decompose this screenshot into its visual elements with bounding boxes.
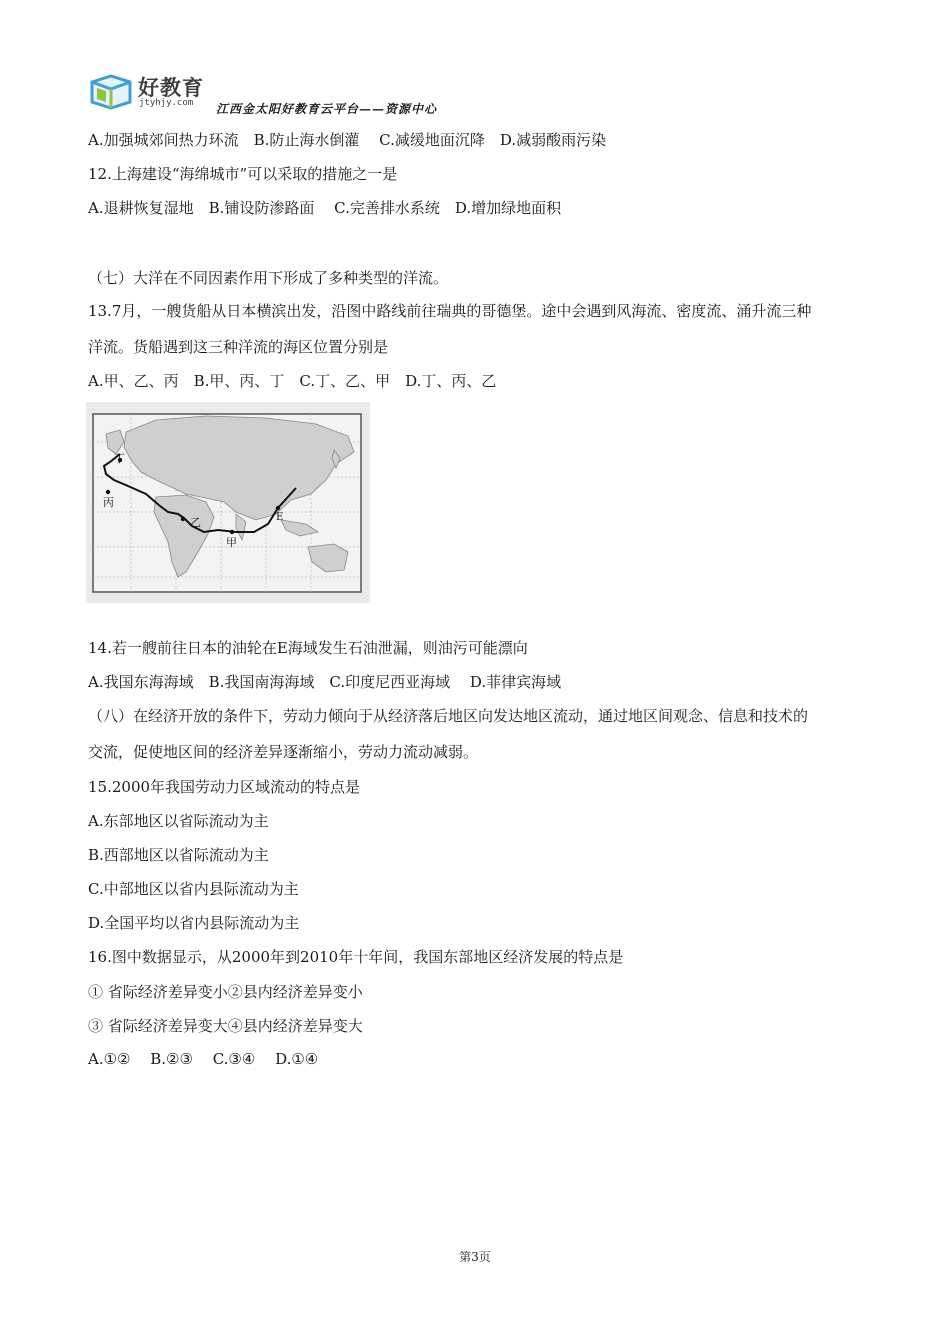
q13-stem-line-2: 洋流。货船遇到这三种洋流的海区位置分别是 [88,338,389,356]
map-label-e: E [276,512,284,523]
q14-options: A.我国东海海域 B.我国南海海域 C.印度尼西亚海域 D.菲律宾海域 [88,673,562,691]
section-7-intro: （七）大洋在不同因素作用下形成了多种类型的洋流。 [88,269,449,287]
map-label-ding: 丁 [114,452,125,465]
section-8-intro-line-2: 交流，促使地区间的经济差异逐渐缩小，劳动力流动减弱。 [88,743,479,761]
world-map-graphic [86,402,370,603]
map-label-yi: 乙 [190,516,201,529]
q14-stem: 14.若一艘前往日本的油轮在E海域发生石油泄漏，则油污可能漂向 [88,639,528,657]
section-8-intro-line-1: （八）在经济开放的条件下，劳动力倾向于从经济落后地区向发达地区流动，通过地区间观念、信息和技术的 [88,707,809,725]
ocean-current-route-map [86,402,370,603]
q12-stem: 12.上海建设“海绵城市”可以采取的措施之一是 [88,165,398,183]
q16-stem: 16.图中数据显示，从2000年到2010年十年间，我国东部地区经济发展的特点是 [88,948,624,966]
q13-options: A.甲、乙、丙 B.甲、丙、丁 C.丁、乙、甲 D.丁、丙、乙 [88,372,497,390]
q16-item-1: ① 省际经济差异变小②县内经济差异变小 [88,983,363,1001]
q12-options: A.退耕恢复湿地 B.铺设防渗路面 C.完善排水系统 D.增加绿地面积 [88,199,562,217]
q16-item-2: ③ 省际经济差异变大④县内经济差异变大 [88,1017,363,1035]
q15-stem: 15.2000年我国劳动力区域流动的特点是 [88,778,361,796]
map-label-jia: 甲 [226,536,237,549]
q15-option-a: A.东部地区以省际流动为主 [88,812,269,830]
logo-url: jtyhjy.com [139,98,194,108]
q16-options: A.①② B.②③ C.③④ D.①④ [88,1050,319,1068]
header-tagline: 江西金太阳好教育云平台——资源中心 [216,102,438,116]
q15-option-b: B.西部地区以省际流动为主 [88,846,269,864]
q11-options: A.加强城郊间热力环流 B.防止海水倒灌 C.减缓地面沉降 D.减弱酸雨污染 [88,131,607,149]
map-label-bing: 丙 [103,496,114,509]
page-number: 第3页 [459,1250,491,1264]
q13-stem-line-1: 13.7月，一艘货船从日本横滨出发，沿图中路线前往瑞典的哥德堡。途中会遇到风海流、密度流、涌升流三种 [88,302,812,320]
logo-name: 好教育 [138,76,204,100]
logo-icon [88,74,134,110]
page-header [88,72,528,116]
q15-option-d: D.全国平均以省内县际流动为主 [88,914,300,932]
q15-option-c: C.中部地区以省内县际流动为主 [88,880,299,898]
